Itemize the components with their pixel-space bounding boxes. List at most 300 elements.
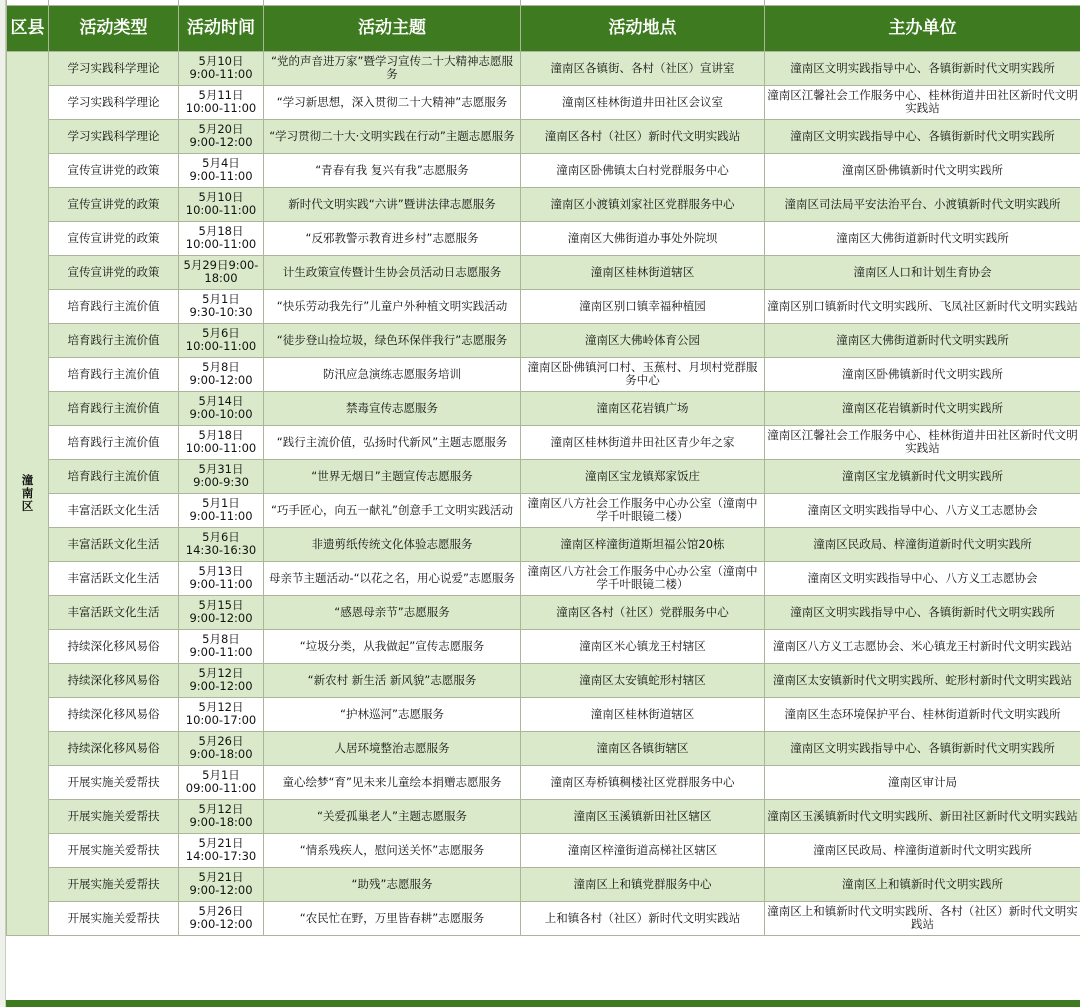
type-cell[interactable] <box>49 391 179 425</box>
location-cell[interactable] <box>521 901 765 935</box>
theme-cell[interactable] <box>264 459 521 493</box>
organizer-cell-text: 潼南区文明实践指导中心、各镇街新时代文明实践所 <box>790 128 1055 143</box>
date-text: 5月21日 <box>198 870 244 884</box>
type-cell-text: 宣传宣讲党的政策 <box>67 162 160 177</box>
theme-cell[interactable] <box>264 425 521 459</box>
theme-cell-text: “世界无烟日”主题宣传志愿服务 <box>311 468 473 483</box>
theme-cell[interactable] <box>264 493 521 527</box>
time-range-text: 9:00-11:00 <box>189 509 253 523</box>
date-text: 5月31日 <box>198 462 244 476</box>
organizer-cell-text: 潼南区玉溪镇新时代文明实践所、新田社区新时代文明实践站 <box>767 808 1078 823</box>
theme-cell[interactable] <box>264 357 521 391</box>
location-cell[interactable] <box>521 799 765 833</box>
table-row <box>7 425 1080 459</box>
type-cell[interactable] <box>49 221 179 255</box>
time-cell[interactable] <box>179 323 264 357</box>
type-cell-text: 培育践行主流价值 <box>67 298 160 313</box>
type-cell-text: 宣传宣讲党的政策 <box>67 230 160 245</box>
time-range-text: 9:00-11:00 <box>189 169 253 183</box>
organizer-cell-text: 潼南区司法局平安法治平台、小渡镇新时代文明实践所 <box>784 196 1061 211</box>
time-range-text: 10:00-11:00 <box>185 101 257 115</box>
time-cell[interactable] <box>179 425 264 459</box>
theme-cell[interactable] <box>264 901 521 935</box>
header-time[interactable]: 活动时间 <box>179 5 264 51</box>
date-text: 5月11日 <box>198 88 244 102</box>
time-cell[interactable] <box>179 595 264 629</box>
time-range-text: 9:00-12:00 <box>189 679 253 693</box>
date-text: 5月1日 <box>202 768 240 782</box>
date-text: 5月14日 <box>198 394 244 408</box>
theme-cell-text: 计生政策宣传暨计生协会员活动日志愿服务 <box>282 264 502 279</box>
location-cell-text: 潼南区梓潼街道高梯社区辖区 <box>567 842 718 857</box>
header-organizer[interactable]: 主办单位 <box>765 5 1080 51</box>
location-cell[interactable] <box>521 867 765 901</box>
type-cell-text: 持续深化移风易俗 <box>67 638 160 653</box>
type-cell-text: 培育践行主流价值 <box>67 434 160 449</box>
header-theme[interactable]: 活动主题 <box>264 5 521 51</box>
theme-cell-text: “党的声音进万家”暨学习宣传二十大精神志愿服务 <box>271 54 513 81</box>
organizer-cell-text: 潼南区八方义工志愿协会、米心镇龙王村新时代文明实践站 <box>773 638 1072 653</box>
location-cell[interactable] <box>521 833 765 867</box>
theme-cell[interactable] <box>264 391 521 425</box>
table-row <box>7 799 1080 833</box>
table-body <box>7 51 1080 935</box>
time-cell[interactable] <box>179 153 264 187</box>
time-cell[interactable] <box>179 221 264 255</box>
date-text: 5月12日 <box>198 666 244 680</box>
type-cell[interactable] <box>49 595 179 629</box>
header-district[interactable]: 区县 <box>7 5 49 51</box>
location-cell[interactable] <box>521 51 765 85</box>
organizer-cell[interactable] <box>765 119 1080 153</box>
table-row <box>7 595 1080 629</box>
type-cell-text: 培育践行主流价值 <box>67 400 160 415</box>
time-range-text: 10:00-11:00 <box>185 339 257 353</box>
location-cell-text: 上和镇各村（社区）新时代文明实践站 <box>544 910 741 925</box>
organizer-cell-text: 潼南区大佛街道新时代文明实践所 <box>836 332 1009 347</box>
theme-cell[interactable] <box>264 187 521 221</box>
date-text: 5月4日 <box>202 156 240 170</box>
time-range-text: 10:00-11:00 <box>185 441 257 455</box>
theme-cell[interactable] <box>264 663 521 697</box>
location-cell[interactable] <box>521 323 765 357</box>
location-cell-text: 潼南区桂林街道井田社区青少年之家 <box>550 434 735 449</box>
location-cell[interactable] <box>521 459 765 493</box>
location-cell-text: 潼南区卧佛镇太白村党群服务中心 <box>556 162 729 177</box>
location-cell[interactable] <box>521 153 765 187</box>
time-cell[interactable] <box>179 357 264 391</box>
location-cell[interactable] <box>521 187 765 221</box>
theme-cell-text: “农民忙在野，万里皆春耕”志愿服务 <box>299 910 485 925</box>
table-row <box>7 493 1080 527</box>
location-cell[interactable] <box>521 391 765 425</box>
type-cell[interactable] <box>49 697 179 731</box>
table-row <box>7 629 1080 663</box>
location-cell-text: 潼南区各镇街辖区 <box>596 740 689 755</box>
organizer-cell-text: 潼南区上和镇新时代文明实践所 <box>842 876 1003 891</box>
organizer-cell[interactable] <box>765 459 1080 493</box>
location-cell-text: 潼南区各村（社区）新时代文明实践站 <box>544 128 741 143</box>
time-cell[interactable] <box>179 697 264 731</box>
location-cell[interactable] <box>521 357 765 391</box>
theme-cell-text: 非遗剪纸传统文化体验志愿服务 <box>311 536 473 551</box>
time-range-text: 9:00-11:00 <box>189 577 253 591</box>
location-cell-text: 潼南区小渡镇刘家社区党群服务中心 <box>550 196 735 211</box>
type-cell-text: 持续深化移风易俗 <box>67 740 160 755</box>
theme-cell-text: “垃圾分类，从我做起”宣传志愿服务 <box>299 638 485 653</box>
location-cell[interactable] <box>521 289 765 323</box>
time-cell[interactable] <box>179 119 264 153</box>
theme-cell[interactable] <box>264 119 521 153</box>
theme-cell-text: “践行主流价值，弘扬时代新风”主题志愿服务 <box>276 434 508 449</box>
type-cell-text: 丰富活跃文化生活 <box>67 570 160 585</box>
organizer-cell[interactable] <box>765 493 1080 527</box>
theme-cell[interactable] <box>264 595 521 629</box>
type-cell[interactable] <box>49 901 179 935</box>
location-cell-text: 潼南区太安镇蛇形村辖区 <box>579 672 706 687</box>
type-cell-text: 持续深化移风易俗 <box>67 672 160 687</box>
time-range-text: 09:00-11:00 <box>185 781 257 795</box>
time-cell[interactable] <box>179 663 264 697</box>
location-cell-text: 潼南区八方社会工作服务中心办公室（潼南中学千叶眼镜二楼） <box>527 496 758 523</box>
theme-cell[interactable] <box>264 153 521 187</box>
organizer-cell-text: 潼南区民政局、梓潼街道新时代文明实践所 <box>813 536 1032 551</box>
type-cell[interactable] <box>49 561 179 595</box>
type-cell-text: 学习实践科学理论 <box>67 94 160 109</box>
organizer-cell-text: 潼南区民政局、梓潼街道新时代文明实践所 <box>813 842 1032 857</box>
type-cell[interactable] <box>49 663 179 697</box>
organizer-cell[interactable] <box>765 51 1080 85</box>
location-cell-text: 潼南区米心镇龙王村辖区 <box>579 638 706 653</box>
location-cell-text: 潼南区花岩镇广场 <box>596 400 689 415</box>
time-range-text: 9:00-12:00 <box>189 373 253 387</box>
type-cell-text: 丰富活跃文化生活 <box>67 536 160 551</box>
table-row <box>7 119 1080 153</box>
bottom-header-strip <box>6 1000 1080 1007</box>
type-cell[interactable] <box>49 289 179 323</box>
type-cell[interactable] <box>49 357 179 391</box>
theme-cell[interactable] <box>264 51 521 85</box>
organizer-cell[interactable] <box>765 561 1080 595</box>
type-cell-text: 培育践行主流价值 <box>67 332 160 347</box>
header-location[interactable]: 活动地点 <box>521 5 765 51</box>
table-row <box>7 697 1080 731</box>
type-cell-text: 学习实践科学理论 <box>67 128 160 143</box>
theme-cell-text: “情系残疾人，慰问送关怀”志愿服务 <box>299 842 485 857</box>
type-cell[interactable] <box>49 833 179 867</box>
table-row <box>7 153 1080 187</box>
time-range-text: 9:00-12:00 <box>189 883 253 897</box>
type-cell-text: 宣传宣讲党的政策 <box>67 196 160 211</box>
date-text: 5月18日 <box>198 224 244 238</box>
time-cell[interactable] <box>179 391 264 425</box>
theme-cell[interactable] <box>264 255 521 289</box>
date-text: 5月6日 <box>202 530 240 544</box>
theme-cell-text: “感恩母亲节”志愿服务 <box>334 604 450 619</box>
organizer-cell-text: 潼南区大佛街道新时代文明实践所 <box>836 230 1009 245</box>
table-row <box>7 51 1080 85</box>
theme-cell-text: 防汛应急演练志愿服务培训 <box>323 366 461 381</box>
organizer-cell-text: 潼南区文明实践指导中心、八方义工志愿协会 <box>807 570 1038 585</box>
type-cell[interactable] <box>49 731 179 765</box>
time-range-text: 9:00-11:00 <box>189 645 253 659</box>
type-cell[interactable] <box>49 187 179 221</box>
organizer-cell[interactable] <box>765 663 1080 697</box>
organizer-cell[interactable] <box>765 255 1080 289</box>
type-cell[interactable] <box>49 527 179 561</box>
type-cell-text: 开展实施关爱帮扶 <box>67 774 160 789</box>
date-text: 5月12日 <box>198 700 244 714</box>
time-cell[interactable] <box>179 629 264 663</box>
organizer-cell[interactable] <box>765 697 1080 731</box>
location-cell[interactable] <box>521 255 765 289</box>
organizer-cell-text: 潼南区别口镇新时代文明实践所、飞凤社区新时代文明实践站 <box>767 298 1078 313</box>
date-text: 5月8日 <box>202 360 240 374</box>
location-cell[interactable] <box>521 85 765 119</box>
location-cell[interactable] <box>521 561 765 595</box>
district-name: 潼南区 <box>21 472 34 513</box>
organizer-cell-text: 潼南区卧佛镇新时代文明实践所 <box>842 162 1003 177</box>
location-cell[interactable] <box>521 629 765 663</box>
type-cell-text: 开展实施关爱帮扶 <box>67 808 160 823</box>
theme-cell[interactable] <box>264 85 521 119</box>
type-cell[interactable] <box>49 629 179 663</box>
date-text: 5月12日 <box>198 802 244 816</box>
time-cell[interactable] <box>179 901 264 935</box>
organizer-cell[interactable] <box>765 731 1080 765</box>
theme-cell-text: “反邪教警示教育进乡村”志愿服务 <box>305 230 479 245</box>
location-cell-text: 潼南区桂林街道辖区 <box>590 706 695 721</box>
organizer-cell[interactable] <box>765 425 1080 459</box>
type-cell-text: 丰富活跃文化生活 <box>67 502 160 517</box>
type-cell[interactable] <box>49 85 179 119</box>
theme-cell[interactable] <box>264 765 521 799</box>
location-cell-text: 潼南区桂林街道井田社区会议室 <box>562 94 723 109</box>
organizer-cell-text: 潼南区文明实践指导中心、各镇街新时代文明实践所 <box>790 740 1055 755</box>
table-row <box>7 289 1080 323</box>
location-cell-text: 潼南区宝龙镇郑家饭庄 <box>585 468 700 483</box>
type-cell[interactable] <box>49 799 179 833</box>
organizer-cell-text: 潼南区卧佛镇新时代文明实践所 <box>842 366 1003 381</box>
type-cell[interactable] <box>49 867 179 901</box>
organizer-cell[interactable] <box>765 595 1080 629</box>
location-cell-text: 潼南区大佛岭体育公园 <box>585 332 700 347</box>
organizer-cell[interactable] <box>765 527 1080 561</box>
date-text: 5月29日9:00- <box>183 258 259 272</box>
type-cell[interactable] <box>49 459 179 493</box>
theme-cell-text: 母亲节主题活动-“以花之名，用心说爱”志愿服务 <box>268 570 516 585</box>
theme-cell[interactable] <box>264 833 521 867</box>
date-text: 5月18日 <box>198 428 244 442</box>
organizer-cell[interactable] <box>765 221 1080 255</box>
organizer-cell[interactable] <box>765 187 1080 221</box>
theme-cell[interactable] <box>264 629 521 663</box>
organizer-cell-text: 潼南区太安镇新时代文明实践所、蛇形村新时代文明实践站 <box>773 672 1072 687</box>
header-type[interactable]: 活动类型 <box>49 5 179 51</box>
organizer-cell-text: 潼南区人口和计划生育协会 <box>853 264 992 279</box>
organizer-cell-text: 潼南区江馨社会工作服务中心、桂林街道井田社区新时代文明实践站 <box>767 428 1078 455</box>
organizer-cell-text: 潼南区江馨社会工作服务中心、桂林街道井田社区新时代文明实践站 <box>767 88 1078 115</box>
theme-cell-text: “关爱孤巢老人”主题志愿服务 <box>317 808 467 823</box>
theme-cell[interactable] <box>264 527 521 561</box>
theme-cell[interactable] <box>264 731 521 765</box>
location-cell[interactable] <box>521 731 765 765</box>
time-cell[interactable] <box>179 833 264 867</box>
date-text: 5月8日 <box>202 632 240 646</box>
organizer-cell[interactable] <box>765 901 1080 935</box>
theme-cell-text: “青春有我 复兴有我”志愿服务 <box>315 162 469 177</box>
location-cell-text: 潼南区寿桥镇稠楼社区党群服务中心 <box>550 774 735 789</box>
theme-cell[interactable] <box>264 323 521 357</box>
time-range-text: 9:00-12:00 <box>189 611 253 625</box>
location-cell[interactable] <box>521 595 765 629</box>
type-cell[interactable] <box>49 51 179 85</box>
date-text: 5月26日 <box>198 904 244 918</box>
theme-cell[interactable] <box>264 867 521 901</box>
date-text: 5月13日 <box>198 564 244 578</box>
time-cell[interactable] <box>179 799 264 833</box>
type-cell-text: 开展实施关爱帮扶 <box>67 910 160 925</box>
type-cell-text: 持续深化移风易俗 <box>67 706 160 721</box>
time-cell[interactable] <box>179 765 264 799</box>
table-row <box>7 901 1080 935</box>
time-range-text: 9:00-11:00 <box>189 67 253 81</box>
type-cell[interactable] <box>49 153 179 187</box>
organizer-cell[interactable] <box>765 799 1080 833</box>
theme-cell-text: 禁毒宣传志愿服务 <box>346 400 438 415</box>
location-cell[interactable] <box>521 493 765 527</box>
time-range-text: 9:00-12:00 <box>189 917 253 931</box>
time-cell[interactable] <box>179 255 264 289</box>
table-row <box>7 221 1080 255</box>
theme-cell[interactable] <box>264 289 521 323</box>
table-row <box>7 663 1080 697</box>
time-range-text: 10:00-17:00 <box>185 713 257 727</box>
time-range-text: 9:00-9:30 <box>193 475 249 489</box>
time-cell[interactable] <box>179 527 264 561</box>
organizer-cell[interactable] <box>765 867 1080 901</box>
organizer-cell[interactable] <box>765 765 1080 799</box>
time-cell[interactable] <box>179 289 264 323</box>
district-cell[interactable] <box>7 51 49 935</box>
time-cell[interactable] <box>179 867 264 901</box>
type-cell[interactable] <box>49 425 179 459</box>
date-text: 5月1日 <box>202 496 240 510</box>
date-text: 5月1日 <box>202 292 240 306</box>
organizer-cell[interactable] <box>765 323 1080 357</box>
location-cell-text: 潼南区桂林街道辖区 <box>590 264 695 279</box>
time-range-text: 14:00-17:30 <box>185 849 257 863</box>
organizer-cell-text: 潼南区生态环境保护平台、桂林街道新时代文明实践所 <box>784 706 1061 721</box>
time-cell[interactable] <box>179 731 264 765</box>
organizer-cell[interactable] <box>765 357 1080 391</box>
location-cell[interactable] <box>521 697 765 731</box>
date-text: 5月26日 <box>198 734 244 748</box>
location-cell[interactable] <box>521 527 765 561</box>
location-cell-text: 潼南区各镇街、各村（社区）宣讲室 <box>550 60 735 75</box>
type-cell-text: 开展实施关爱帮扶 <box>67 876 160 891</box>
type-cell-text: 丰富活跃文化生活 <box>67 604 160 619</box>
location-cell-text: 潼南区别口镇幸福种植园 <box>579 298 706 313</box>
location-cell[interactable] <box>521 765 765 799</box>
time-cell[interactable] <box>179 459 264 493</box>
theme-cell-text: “学习新思想，深入贯彻二十大精神”志愿服务 <box>276 94 508 109</box>
organizer-cell[interactable] <box>765 153 1080 187</box>
time-cell[interactable] <box>179 51 264 85</box>
time-range-text: 9:00-10:00 <box>189 407 253 421</box>
organizer-cell-text: 潼南区文明实践指导中心、各镇街新时代文明实践所 <box>790 60 1055 75</box>
organizer-cell[interactable] <box>765 391 1080 425</box>
organizer-cell[interactable] <box>765 629 1080 663</box>
date-text: 5月20日 <box>198 122 244 136</box>
table-row <box>7 731 1080 765</box>
table-row <box>7 323 1080 357</box>
date-text: 5月21日 <box>198 836 244 850</box>
type-cell[interactable] <box>49 493 179 527</box>
table-row <box>7 255 1080 289</box>
location-cell-text: 潼南区各村（社区）党群服务中心 <box>556 604 729 619</box>
theme-cell[interactable] <box>264 799 521 833</box>
time-range-text: 9:00-18:00 <box>189 747 253 761</box>
location-cell[interactable] <box>521 119 765 153</box>
activity-table <box>6 0 1080 936</box>
theme-cell[interactable] <box>264 221 521 255</box>
time-cell[interactable] <box>179 85 264 119</box>
time-cell[interactable] <box>179 561 264 595</box>
theme-cell-text: 人居环境整治志愿服务 <box>334 740 450 755</box>
location-cell[interactable] <box>521 663 765 697</box>
organizer-cell[interactable] <box>765 85 1080 119</box>
table-row <box>7 527 1080 561</box>
time-cell[interactable] <box>179 187 264 221</box>
table-row <box>7 391 1080 425</box>
type-cell-text: 学习实践科学理论 <box>67 60 160 75</box>
time-range-text: 9:30-10:30 <box>189 305 253 319</box>
location-cell-text: 潼南区上和镇党群服务中心 <box>573 876 712 891</box>
table-row <box>7 833 1080 867</box>
theme-cell-text: “快乐劳动我先行”儿童户外种植文明实践活动 <box>276 298 508 313</box>
location-cell[interactable] <box>521 425 765 459</box>
organizer-cell-text: 潼南区花岩镇新时代文明实践所 <box>842 400 1003 415</box>
header-row <box>7 5 1080 51</box>
table-row <box>7 85 1080 119</box>
location-cell-text: 潼南区卧佛镇河口村、玉蕉村、月坝村党群服务中心 <box>527 360 758 387</box>
time-range-text: 9:00-18:00 <box>189 815 253 829</box>
theme-cell-text: “护林巡河”志愿服务 <box>340 706 444 721</box>
type-cell[interactable] <box>49 765 179 799</box>
type-cell[interactable] <box>49 323 179 357</box>
time-cell[interactable] <box>179 493 264 527</box>
theme-cell-text: “徒步登山捡垃圾，绿色环保伴我行”志愿服务 <box>276 332 508 347</box>
date-text: 5月15日 <box>198 598 244 612</box>
organizer-cell[interactable] <box>765 289 1080 323</box>
type-cell-text: 培育践行主流价值 <box>67 366 160 381</box>
theme-cell[interactable] <box>264 697 521 731</box>
type-cell-text: 宣传宣讲党的政策 <box>67 264 160 279</box>
location-cell[interactable] <box>521 221 765 255</box>
time-range-text: 18:00 <box>204 271 238 285</box>
organizer-cell-text: 潼南区审计局 <box>888 774 957 789</box>
type-cell[interactable] <box>49 119 179 153</box>
table-row <box>7 357 1080 391</box>
theme-cell-text: “助残”志愿服务 <box>351 876 433 891</box>
organizer-cell-text: 潼南区文明实践指导中心、各镇街新时代文明实践所 <box>790 604 1055 619</box>
organizer-cell[interactable] <box>765 833 1080 867</box>
type-cell[interactable] <box>49 255 179 289</box>
date-text: 5月10日 <box>198 54 244 68</box>
theme-cell[interactable] <box>264 561 521 595</box>
date-text: 5月10日 <box>198 190 244 204</box>
